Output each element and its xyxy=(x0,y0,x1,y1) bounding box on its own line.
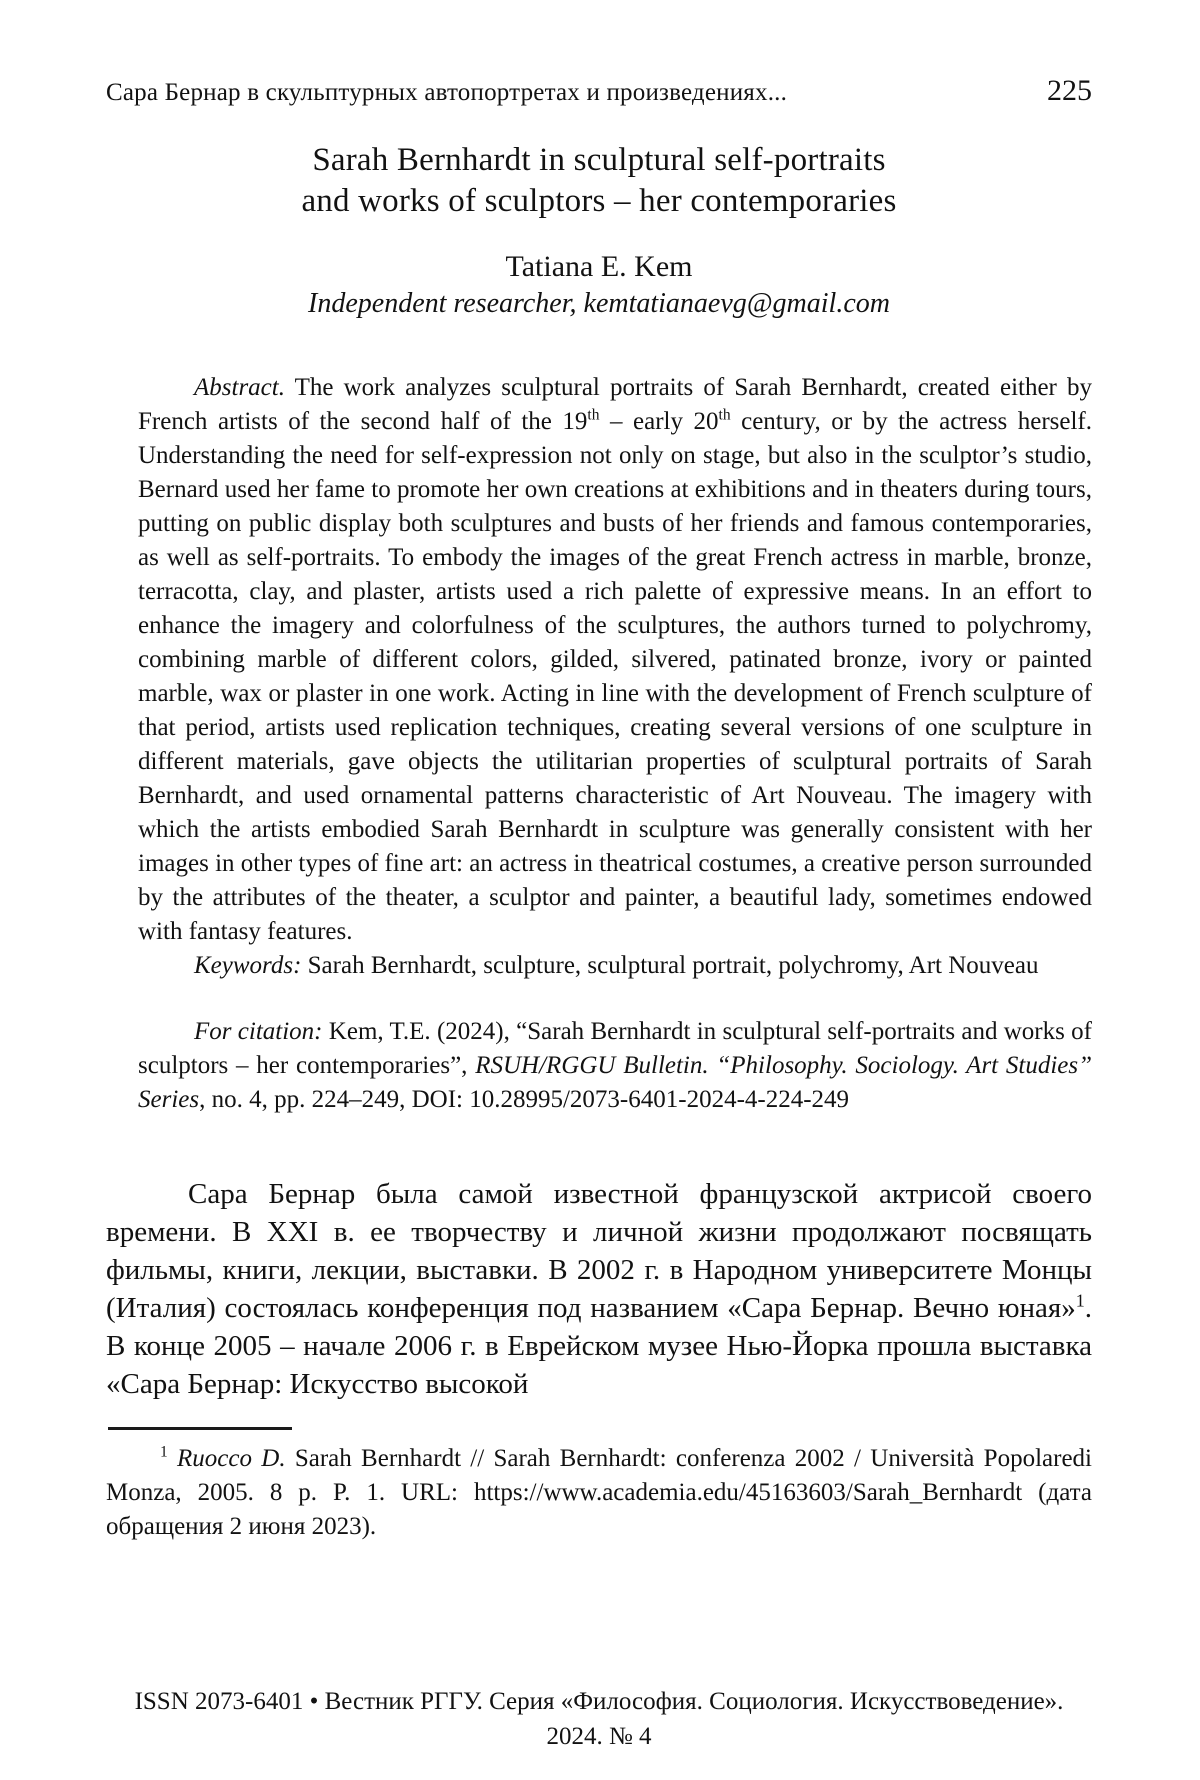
citation-text-2: , no. 4, pp. 224–249, DOI: 10.28995/2073-6401-2024-4-224-249 xyxy=(199,1086,850,1113)
abstract-block xyxy=(138,371,1092,1117)
footnote-author: Ruocco D. xyxy=(177,1445,286,1472)
keywords-text: Sarah Bernhardt, sculpture, sculptural portrait, polychromy, Art Nouveau xyxy=(301,952,1039,979)
body-text-2: . В конце 2005 – начале 2006 г. в Еврейском музее Нью-Йорка прошла выставка «Сара Бернар: Искусство высокой xyxy=(106,1292,1092,1400)
body-paragraph xyxy=(106,1175,1092,1403)
article-title xyxy=(106,140,1092,222)
keywords-label: Keywords: xyxy=(194,952,302,979)
body-text-1: Сара Бернар была самой известной французской актрисой своего времени. В XXI в. ее творчеству и личной жизни продолжают посвящать фильмы, книги, лекции, выставки. В 2002 г. в Народном университете Монцы (Италия) состоялась конференция под названием «Сара Бернар. Вечно юная» xyxy=(106,1178,1092,1324)
page-footer xyxy=(106,1684,1092,1754)
running-head xyxy=(106,76,1092,108)
abstract-text-2: – early 20 xyxy=(599,408,719,435)
footnote-text: Sarah Bernhardt // Sarah Bernhardt: conferenza 2002 / Università Popolaredi Monza, 2005. 8 p. P. 1. URL: https://www.academia.edu/45163603/Sarah_Bernhardt (дата обращения 2 июня 2023). xyxy=(106,1445,1092,1540)
title-line-2: and works of sculptors – her contemporaries xyxy=(301,183,897,219)
author-name: Tatiana E. Kem xyxy=(505,250,693,283)
citation-label: For citation: xyxy=(194,1018,323,1045)
footnote-area xyxy=(106,1427,1092,1544)
abstract-text-1: The work analyzes sculptural portraits of Sarah Bernhardt, created either by French artists of the second half of the 19 xyxy=(138,374,1092,435)
footnote-paragraph xyxy=(106,1442,1092,1544)
footnote-reference: 1 xyxy=(1075,1290,1085,1311)
citation-journal-title: RSUH/RGGU Bulletin. “Philosophy. Sociology. Art Studies” Series xyxy=(138,1052,1093,1113)
article-body xyxy=(106,1175,1092,1403)
abstract-text-3: century, or by the actress herself. Understanding the need for self-expression not only on stage, but also in the sculptor’s studio, Bernard used her fame to promote her own creations at exhibitions and in theaters during tours, putting on public display both sculptures and busts of her friends and famous contemporaries, as well as self-portraits. To embody the images of the great French actress in marble, bronze, terracotta, clay, and plaster, artists used a rich palette of expressive means. In an effort to enhance the imagery and colorfulness of the sculptures, the authors turned to polychromy, combining marble of different colors, gilded, silvered, patinated bronze, ivory or painted marble, wax or plaster in one work. Acting in line with the development of French sculpture of that period, artists used replication techniques, creating several versions of one sculpture in different materials, gave objects the utilitarian properties of sculptural portraits of Sarah Bernhardt, and used ornamental patterns characteristic of Art Nouveau. The imagery with which the artists embodied Sarah Bernhardt in sculpture was generally consistent with her images in other types of fine art: an actress in theatrical costumes, a creative person surrounded by the attributes of the theater, a sculptor and painter, a beautiful lady, sometimes endowed with fantasy features. xyxy=(138,408,1092,945)
title-line-1: Sarah Bernhardt in sculptural self-portraits xyxy=(312,142,886,178)
ordinal-superscript-2: th xyxy=(718,406,731,424)
page-number: 225 xyxy=(1047,74,1092,107)
running-head-title: Сара Бернар в скульптурных автопортретах и произведениях... xyxy=(106,79,788,106)
ordinal-superscript-1: th xyxy=(587,406,600,424)
footer-issue-line: 2024. № 4 xyxy=(546,1723,652,1750)
author-affiliation: Independent researcher, kemtatianaevg@gmail.com xyxy=(308,288,890,319)
citation-text-1: Kem, T.E. (2024), “Sarah Bernhardt in sculptural self-portraits and works of sculptors – her contemporaries”, xyxy=(138,1018,1092,1079)
citation-paragraph xyxy=(138,1015,1092,1117)
footnote-divider xyxy=(108,1427,292,1430)
abstract-label: Abstract. xyxy=(194,374,285,401)
keywords-paragraph xyxy=(138,949,1092,983)
abstract-paragraph xyxy=(138,371,1092,949)
footnote-marker: 1 xyxy=(160,1443,168,1461)
footer-issn-line: ISSN 2073-6401 • Вестник РГГУ. Серия «Философия. Социология. Искусствоведение». xyxy=(134,1688,1064,1715)
